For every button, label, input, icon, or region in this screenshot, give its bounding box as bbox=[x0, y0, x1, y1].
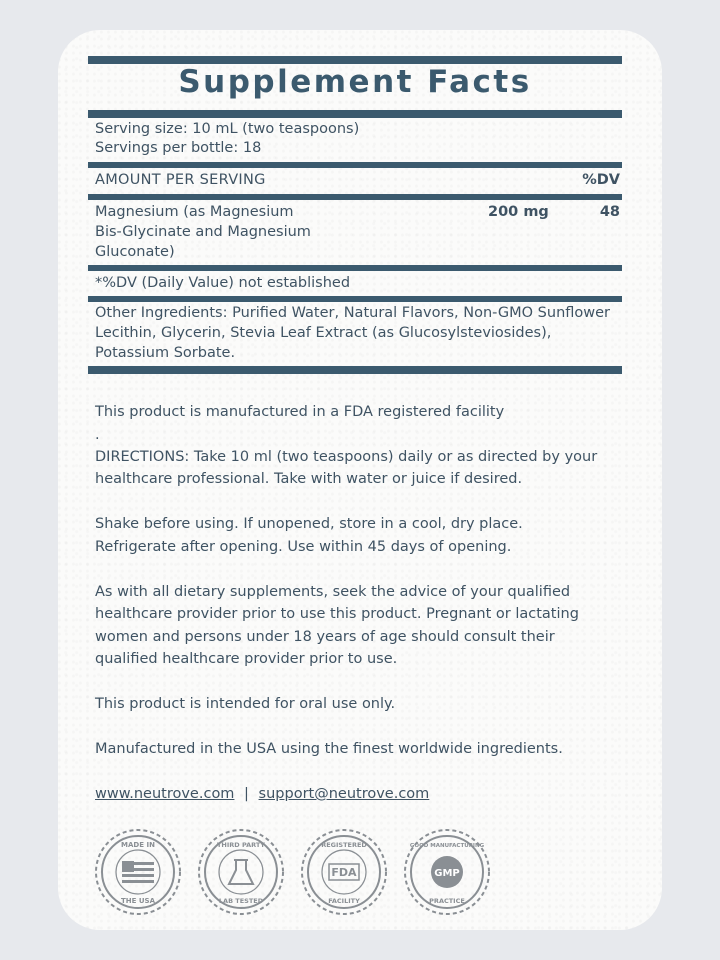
directions-line2: healthcare professional. Take with water or juice if desired. bbox=[95, 471, 523, 487]
contact-separator: | bbox=[244, 786, 249, 802]
fda-badge-top: REGISTERED bbox=[321, 841, 367, 849]
serving-rule bbox=[88, 162, 622, 168]
gmp-badge-mid: GMP bbox=[434, 868, 460, 879]
contact-line bbox=[95, 783, 625, 805]
facts-title: Supplement Facts bbox=[178, 64, 532, 100]
made-in-usa-badge bbox=[94, 828, 182, 916]
gmp-badge-top: GOOD MANUFACTURING bbox=[409, 843, 485, 849]
fda-dot: . bbox=[95, 427, 100, 443]
advice-line4: qualified healthcare provider prior to use. bbox=[95, 651, 398, 667]
other-ingredients-line1: Other Ingredients: Purified Water, Natural Flavors, Non-GMO Sunflower bbox=[95, 305, 611, 321]
advice-line3: women and persons under 18 years of age should consult their bbox=[95, 629, 555, 645]
ingredient-name-line1: Magnesium (as Magnesium bbox=[95, 204, 294, 220]
gmp-badge bbox=[403, 828, 491, 916]
ingredient-dv: 48 bbox=[599, 204, 620, 220]
manufactured-statement: Manufactured in the USA using the finest worldwide ingredients. bbox=[95, 741, 563, 757]
advice-line2: healthcare provider prior to use this product. Pregnant or lactating bbox=[95, 606, 579, 622]
fda-badge-bottom: FACILITY bbox=[328, 897, 360, 905]
storage-line2: Refrigerate after opening. Use within 45 days of opening. bbox=[95, 539, 512, 555]
lab-badge-top: THIRD PARTY bbox=[216, 841, 266, 849]
ingredient-rule bbox=[88, 265, 622, 271]
fda-badge-mid: FDA bbox=[331, 866, 357, 879]
other-ingredients-line3: Potassium Sorbate. bbox=[95, 345, 236, 361]
title-rule bbox=[88, 110, 622, 118]
fda-registered-badge bbox=[300, 828, 388, 916]
advice-line1: As with all dietary supplements, seek the advice of your qualified bbox=[95, 584, 571, 600]
other-ingredients-line2: Lecithin, Glycerin, Stevia Leaf Extract (as Glucosylsteviosides), bbox=[95, 325, 552, 341]
header-rule bbox=[88, 194, 622, 200]
ingredient-name-line2: Bis-Glycinate and Magnesium bbox=[95, 224, 311, 240]
servings-per-bottle: Servings per bottle: 18 bbox=[95, 140, 262, 156]
top-rule bbox=[88, 56, 622, 64]
dv-header: %DV bbox=[582, 172, 620, 188]
ingredient-name-line3: Gluconate) bbox=[95, 244, 175, 260]
amount-per-serving-header: AMOUNT PER SERVING bbox=[95, 172, 266, 188]
dv-note: *%DV (Daily Value) not established bbox=[95, 275, 351, 291]
supplement-facts-card bbox=[58, 30, 662, 930]
email-link[interactable]: support@neutrove.com bbox=[258, 786, 430, 802]
usa-badge-bottom: THE USA bbox=[121, 897, 155, 905]
bottom-rule bbox=[88, 366, 622, 374]
directions-line1: DIRECTIONS: Take 10 ml (two teaspoons) daily or as directed by your bbox=[95, 449, 598, 465]
flask-icon bbox=[229, 860, 253, 884]
lab-badge-bottom: LAB TESTED bbox=[218, 897, 264, 905]
flag-icon bbox=[122, 861, 154, 883]
third-party-tested-badge bbox=[197, 828, 285, 916]
storage-line1: Shake before using. If unopened, store in a cool, dry place. bbox=[95, 516, 523, 532]
fda-statement: This product is manufactured in a FDA registered facility bbox=[95, 404, 505, 420]
website-link[interactable]: www.neutrove.com bbox=[95, 786, 235, 802]
usa-badge-top: MADE IN bbox=[121, 841, 155, 849]
oral-use-statement: This product is intended for oral use only. bbox=[95, 696, 396, 712]
note-rule bbox=[88, 296, 622, 302]
gmp-badge-bottom: PRACTICE bbox=[429, 897, 465, 905]
serving-size: Serving size: 10 mL (two teaspoons) bbox=[95, 121, 360, 137]
ingredient-amount: 200 mg bbox=[488, 204, 549, 220]
